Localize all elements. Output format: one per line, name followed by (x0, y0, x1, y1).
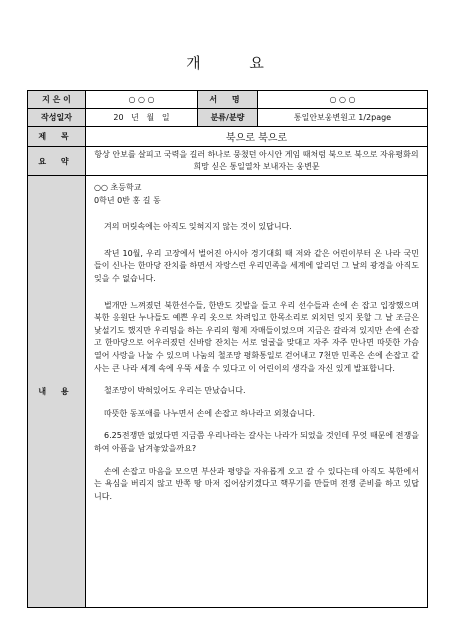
category-value: 통일안보웅변원고 1/2page (258, 109, 428, 127)
category-label: 분류/분량 (198, 109, 258, 127)
subject-label: 제 목 (28, 127, 86, 147)
date-value: 20 년 월 일 (86, 109, 198, 127)
author-value: ○ ○ ○ (86, 91, 198, 109)
paragraph: 철조망이 박혀있어도 우리는 만났습니다. (104, 386, 246, 396)
content-label: 내 용 (28, 176, 86, 608)
paragraph: 손에 손잡고 마음을 모으면 부산과 평양을 자유롭게 오고 갈 수 있다는데 아직도 북한에서는 욕심을 버리지 않고 반쪽 땅 마저 집어삼키겠다고 핵무기를 만들며 전쟁 준비를 하고 있답니다. (94, 466, 419, 501)
content-body (86, 176, 428, 608)
paragraph: 벌개만 느껴졌던 북한선수들, 한반도 깃발을 들고 우리 선수들과 손에 손 잡고 입장했으며 북한 응원단 누나들도 예쁜 우리 옷으로 차려입고 한목소리로 외치던 잊지 못할 그 날 조금은 낯설기도 했지만 우리팀을 하는 우리의 형제 자매들이었으며 지금은 갈라져 있지만 손에 손잡고 한마당으로 어우러졌던 신바람 잔치는 서로 얼굴을 맞대고 자주 자주 만나면 따뜻한 가슴 열어 사랑을 나눌 수 있으며 나눔의 철조망 평화통일로 걷어내고 7천만 민족은 손에 손잡고 같사는 큰 나라 세계 속에 우뚝 세울 수 있다고 이 어린이의 생각을 자신 있게 발표합니다. (94, 300, 419, 373)
overview-form (27, 90, 428, 608)
author-label: 지 은 이 (28, 91, 86, 109)
paragraph: 겨의 머릿속에는 아직도 잊혀지지 않는 것이 있답니다. (104, 222, 292, 232)
paragraph: 따뜻한 동포애를 나누면서 손에 손잡고 하나라고 외쳤습니다. (104, 408, 315, 418)
subject-value: 북으로 북으로 (86, 127, 428, 147)
paragraph: 작년 10월, 우리 고장에서 벌어진 아시아 경기대회 때 저와 같은 어린이부터 온 나라 국민들이 신나는 한마당 잔치를 하면서 자랑스런 우리민족을 세계에 알리던 그 날의 광경을 아직도 잊을 수 없습니다. (94, 248, 419, 283)
signature-label: 서 명 (198, 91, 258, 109)
date-label: 작성일자 (28, 109, 86, 127)
summary-label: 요 약 (28, 147, 86, 176)
school-line: ○○ 초등학교 (94, 183, 142, 192)
summary-value: 항상 안보를 살피고 국력을 길러 하나로 뭉쳤던 아시안 게임 때처럼 북으로 북으로 자유평화의 희망 싣은 통일열차 보내자는 웅변문 (86, 147, 428, 176)
document-title: 개 요 (186, 54, 286, 72)
signature-value: ○ ○ ○ (258, 91, 428, 109)
paragraph: 6.25전쟁만 없었다면 지금쯤 우리나라는 갈사는 나라가 되었을 것인데 무엇 때문에 전쟁을 하여 아픔을 남겨놓았을까요? (94, 431, 419, 453)
student-line: 0학년 0반 홍 길 동 (94, 195, 161, 205)
